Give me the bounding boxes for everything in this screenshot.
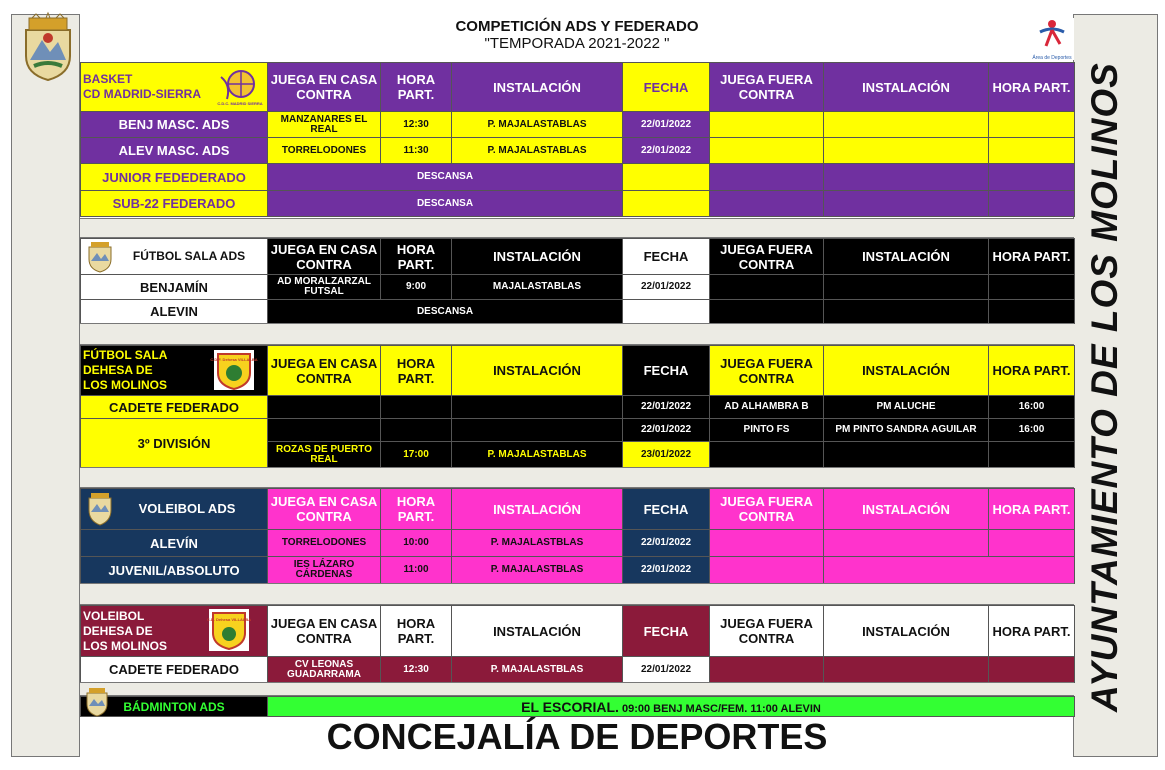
category-label: ALEVÍN bbox=[81, 530, 268, 557]
venue: P. MAJALASTABLAS bbox=[452, 112, 623, 138]
col-time2-header: HORA PART. bbox=[989, 63, 1075, 112]
venue: P. MAJALASTBLAS bbox=[452, 557, 623, 584]
table-row bbox=[81, 191, 1075, 217]
left-margin-column bbox=[11, 14, 80, 757]
volley-dehesa-line3: LOS MOLINOS bbox=[83, 638, 167, 653]
category-label: JUNIOR FEDEDERADO bbox=[81, 164, 268, 191]
page-title: COMPETICIÓN ADS Y FEDERADO bbox=[455, 18, 699, 35]
dehesa-club-logo-icon bbox=[206, 609, 252, 651]
col-home-header: JUEGA EN CASA CONTRA bbox=[268, 489, 381, 530]
match-time: 12:30 bbox=[381, 112, 452, 138]
futsal-dehesa-team-header bbox=[81, 346, 268, 396]
badminton-table bbox=[80, 696, 1075, 717]
col-time2-header: HORA PART. bbox=[989, 606, 1075, 657]
match-date: 22/01/2022 bbox=[623, 557, 710, 584]
col-time-header: HORA PART. bbox=[381, 346, 452, 396]
town-crest-icon bbox=[87, 241, 113, 273]
table-row bbox=[81, 396, 1075, 419]
match-time: 11:00 bbox=[381, 557, 452, 584]
futsal-dehesa-table bbox=[80, 345, 1075, 468]
basket-logo-text: C.D.C. MADRID SIERRA bbox=[217, 101, 263, 106]
col-venue2-header: INSTALACIÓN bbox=[824, 63, 989, 112]
season-subtitle: "TEMPORADA 2021-2022 " bbox=[484, 35, 670, 52]
col-away-header: JUEGA FUERA CONTRA bbox=[710, 489, 824, 530]
col-venue-header: INSTALACIÓN bbox=[452, 489, 623, 530]
col-time-header: HORA PART. bbox=[381, 489, 452, 530]
futsal-ads-team-header bbox=[81, 239, 268, 275]
col-away-header: JUEGA FUERA CONTRA bbox=[710, 346, 824, 396]
section-gap bbox=[80, 467, 1074, 488]
match-time: 10:00 bbox=[381, 530, 452, 557]
col-home-header: JUEGA EN CASA CONTRA bbox=[268, 346, 381, 396]
col-date-header: FECHA bbox=[623, 606, 710, 657]
away-opponent: AD ALHAMBRA B bbox=[710, 396, 824, 419]
category-label: BENJ MASC. ADS bbox=[81, 112, 268, 138]
rest-label: DESCANSA bbox=[268, 300, 623, 324]
col-time2-header: HORA PART. bbox=[989, 346, 1075, 396]
col-home-header: JUEGA EN CASA CONTRA bbox=[268, 239, 381, 275]
col-date-header: FECHA bbox=[623, 346, 710, 396]
home-opponent: IES LÁZARO CÁRDENAS bbox=[268, 557, 381, 584]
table-row bbox=[81, 557, 1075, 584]
category-label: SUB-22 FEDERADO bbox=[81, 191, 268, 217]
table-row bbox=[81, 657, 1075, 683]
dehesa-logo-text: C.D.F. Dehesa VILLALBA bbox=[210, 357, 258, 362]
table-row bbox=[81, 138, 1075, 164]
table-row bbox=[81, 112, 1075, 138]
category-label: ALEV MASC. ADS bbox=[81, 138, 268, 164]
col-home-header: JUEGA EN CASA CONTRA bbox=[268, 63, 381, 112]
section-gap bbox=[80, 583, 1074, 605]
match-date: 22/01/2022 bbox=[623, 112, 710, 138]
col-away-header: JUEGA FUERA CONTRA bbox=[710, 239, 824, 275]
home-opponent: TORRELODONES bbox=[268, 530, 381, 557]
footer-title: CONCEJALÍA DE DEPORTES bbox=[326, 716, 828, 757]
volley-dehesa-line1: VOLEIBOL bbox=[83, 608, 145, 623]
home-opponent: AD MORALZARZAL FUTSAL bbox=[268, 275, 381, 300]
venue: MAJALASTABLAS bbox=[452, 275, 623, 300]
venue: P. MAJALASTBLAS bbox=[452, 657, 623, 683]
basket-team-header bbox=[81, 63, 268, 112]
futsal-dehesa-line3: LOS MOLINOS bbox=[83, 378, 167, 392]
town-crest-icon bbox=[20, 16, 76, 82]
section-gap bbox=[80, 323, 1074, 345]
category-label: 3º DIVISIÓN bbox=[81, 419, 268, 468]
volley-dehesa-team-header bbox=[81, 606, 268, 657]
basket-team-line1: BASKET bbox=[83, 72, 133, 86]
col-date-header: FECHA bbox=[623, 63, 710, 112]
match-date: 22/01/2022 bbox=[623, 419, 710, 442]
badminton-place: EL ESCORIAL. bbox=[521, 698, 619, 715]
table-row bbox=[81, 164, 1075, 191]
match-date: 22/01/2022 bbox=[623, 275, 710, 300]
volley-dehesa-table bbox=[80, 605, 1075, 683]
away-time: 16:00 bbox=[989, 396, 1075, 419]
match-time: 11:30 bbox=[381, 138, 452, 164]
match-date: 23/01/2022 bbox=[623, 442, 710, 468]
volley-ads-team-name: VOLEIBOL ADS bbox=[138, 501, 236, 516]
col-away-header: JUEGA FUERA CONTRA bbox=[710, 63, 824, 112]
col-time-header: HORA PART. bbox=[381, 63, 452, 112]
home-opponent: ROZAS DE PUERTO REAL bbox=[268, 442, 381, 468]
volley-ads-team-header bbox=[81, 489, 268, 530]
table-row bbox=[81, 419, 1075, 442]
venue: P. MAJALASTBLAS bbox=[452, 530, 623, 557]
futsal-ads-team-name: FÚTBOL SALA ADS bbox=[132, 249, 246, 263]
category-label: ALEVIN bbox=[81, 300, 268, 324]
col-time2-header: HORA PART. bbox=[989, 239, 1075, 275]
col-time-header: HORA PART. bbox=[381, 239, 452, 275]
match-time: 12:30 bbox=[381, 657, 452, 683]
venue: P. MAJALASTABLAS bbox=[452, 442, 623, 468]
col-venue2-header: INSTALACIÓN bbox=[824, 489, 989, 530]
col-home-header: JUEGA EN CASA CONTRA bbox=[268, 606, 381, 657]
match-time: 17:00 bbox=[381, 442, 452, 468]
col-date-header: FECHA bbox=[623, 239, 710, 275]
col-venue-header: INSTALACIÓN bbox=[452, 63, 623, 112]
match-date: 22/01/2022 bbox=[623, 657, 710, 683]
col-date-header: FECHA bbox=[623, 489, 710, 530]
badminton-schedule bbox=[268, 697, 1075, 717]
table-row bbox=[81, 530, 1075, 557]
volley-ads-table bbox=[80, 488, 1075, 584]
col-venue-header: INSTALACIÓN bbox=[452, 346, 623, 396]
futsal-dehesa-line1: FÚTBOL SALA bbox=[83, 348, 168, 362]
basket-club-logo-icon bbox=[217, 67, 263, 107]
match-date: 22/01/2022 bbox=[623, 530, 710, 557]
col-venue2-header: INSTALACIÓN bbox=[824, 239, 989, 275]
away-opponent: PINTO FS bbox=[710, 419, 824, 442]
volley-dehesa-line2: DEHESA DE bbox=[83, 623, 153, 638]
match-date: 22/01/2022 bbox=[623, 138, 710, 164]
away-venue: PM PINTO SANDRA AGUILAR bbox=[824, 419, 989, 442]
category-label: CADETE FEDERADO bbox=[81, 396, 268, 419]
dehesa-club-logo-icon bbox=[210, 349, 258, 391]
section-gap bbox=[80, 682, 1074, 696]
town-crest-icon bbox=[87, 492, 113, 526]
match-date: 22/01/2022 bbox=[623, 396, 710, 419]
category-label: BENJAMÍN bbox=[81, 275, 268, 300]
venue: P. MAJALASTABLAS bbox=[452, 138, 623, 164]
futsal-ads-table bbox=[80, 238, 1075, 324]
town-crest-icon bbox=[85, 687, 109, 717]
section-gap bbox=[80, 218, 1074, 238]
col-time-header: HORA PART. bbox=[381, 606, 452, 657]
category-label: JUVENIL/ABSOLUTO bbox=[81, 557, 268, 584]
basket-team-line2: CD MADRID-SIERRA bbox=[83, 87, 201, 101]
category-label: CADETE FEDERADO bbox=[81, 657, 268, 683]
area-deportes-label: Área de Deportes bbox=[1032, 55, 1072, 61]
home-opponent: MANZANARES EL REAL bbox=[268, 112, 381, 138]
table-row bbox=[81, 300, 1075, 324]
badminton-team-name: BÁDMINTON ADS bbox=[123, 699, 225, 714]
dehesa-logo-text: C.D. Dehesa VILLALBA bbox=[206, 617, 252, 622]
col-venue-header: INSTALACIÓN bbox=[452, 239, 623, 275]
badminton-team-header bbox=[81, 697, 268, 717]
col-away-header: JUEGA FUERA CONTRA bbox=[710, 606, 824, 657]
rest-label: DESCANSA bbox=[268, 191, 623, 217]
col-venue2-header: INSTALACIÓN bbox=[824, 606, 989, 657]
table-row bbox=[81, 275, 1075, 300]
away-time: 16:00 bbox=[989, 419, 1075, 442]
rest-label: DESCANSA bbox=[268, 164, 623, 191]
basket-table bbox=[80, 62, 1075, 217]
futsal-dehesa-line2: DEHESA DE bbox=[83, 363, 153, 377]
badminton-detail: 09:00 BENJ MASC/FEM. 11:00 ALEVIN bbox=[618, 702, 821, 715]
col-venue2-header: INSTALACIÓN bbox=[824, 346, 989, 396]
home-opponent: TORRELODONES bbox=[268, 138, 381, 164]
away-venue: PM ALUCHE bbox=[824, 396, 989, 419]
home-opponent: CV LEONAS GUADARRAMA bbox=[268, 657, 381, 683]
col-time2-header: HORA PART. bbox=[989, 489, 1075, 530]
side-title: AYUNTAMIENTO DE LOS MOLINOS bbox=[1084, 62, 1125, 712]
match-time: 9:00 bbox=[381, 275, 452, 300]
col-venue-header: INSTALACIÓN bbox=[452, 606, 623, 657]
